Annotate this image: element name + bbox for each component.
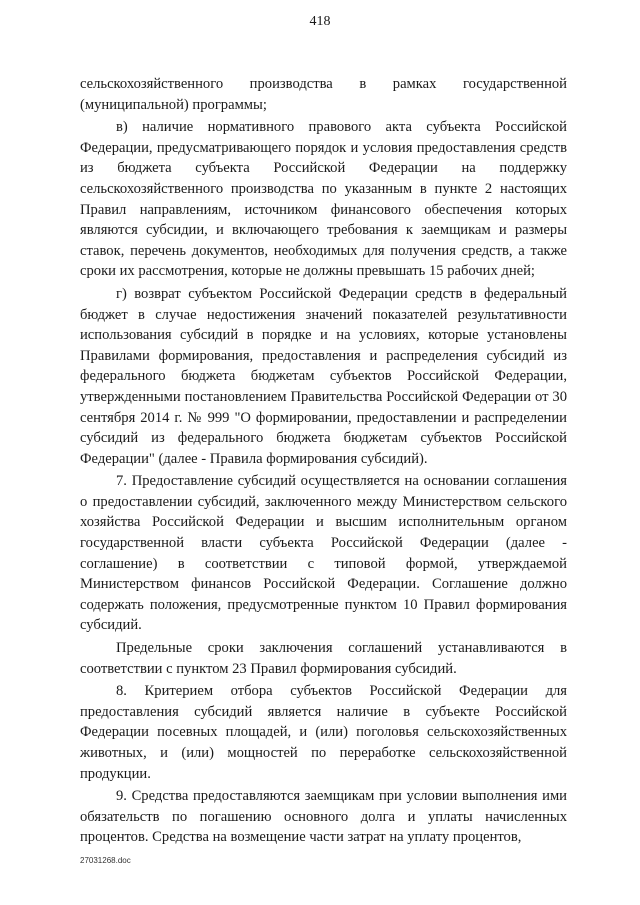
paragraph-deadlines: Предельные сроки заключения соглашений устанавливаются в соответствии с пунктом 23 Правил формирования субсидий.: [80, 640, 567, 677]
paragraph-continuation: сельскохозяйственного производства в рамках государственной (муниципальной) программы;: [80, 76, 567, 113]
document-body: [80, 74, 567, 848]
paragraph-item-7: 7. Предоставление субсидий осуществляется на основании соглашения о предоставлении субсидий, заключенного между Министерством сельского хозяйства Российской Федерации и высшим исполнительным органом государственной власти субъекта Российской Федерации (далее - соглашение) в соответствии с типовой формой, утверждаемой Министерством финансов Российской Федерации. Соглашение должно содержать положения, предусмотренные пунктом 10 Правил формирования субсидий.: [80, 473, 567, 634]
paragraph-clause-g: г) возврат субъектом Российской Федерации средств в федеральный бюджет в случае недостижения значений показателей результативности использования субсидий в порядке и на условиях, которые установлены Правилами формирования, предоставления и распределения субсидий из федерального бюджета бюджетам субъектов Российской Федерации, утвержденными постановлением Правительства Российской Федерации от 30 сентября 2014 г. № 999 "О формировании, предоставлении и распределении субсидий из федерального бюджета бюджетам субъектов Российской Федерации" (далее - Правила формирования субсидий).: [80, 285, 567, 467]
document-footer-filename: 27031268.doc: [80, 856, 131, 865]
page-number: 418: [309, 14, 331, 29]
paragraph-item-9: 9. Средства предоставляются заемщикам при условии выполнения ими обязательств по погашению основного долга и уплаты начисленных процентов. Средства на возмещение части затрат на уплату процентов,: [80, 788, 567, 846]
paragraph-clause-v: в) наличие нормативного правового акта субъекта Российской Федерации, предусматривающего порядок и условия предоставления средств из бюджета субъекта Российской Федерации на поддержку сельскохозяйственного производства по указанным в пункте 2 настоящих Правил направлениям, источником финансового обеспечения которых являются субсидии, и включающего требования к заемщикам и размеры ставок, перечень документов, необходимых для получения средств, а также сроки их рассмотрения, которые не должны превышать 15 рабочих дней;: [80, 119, 567, 280]
paragraph-item-8: 8. Критерием отбора субъектов Российской Федерации для предоставления субсидий является наличие в субъекте Российской Федерации посевных площадей, и (или) поголовья сельскохозяйственных животных, и (или) мощностей по переработке сельскохозяйственной продукции.: [80, 683, 567, 782]
